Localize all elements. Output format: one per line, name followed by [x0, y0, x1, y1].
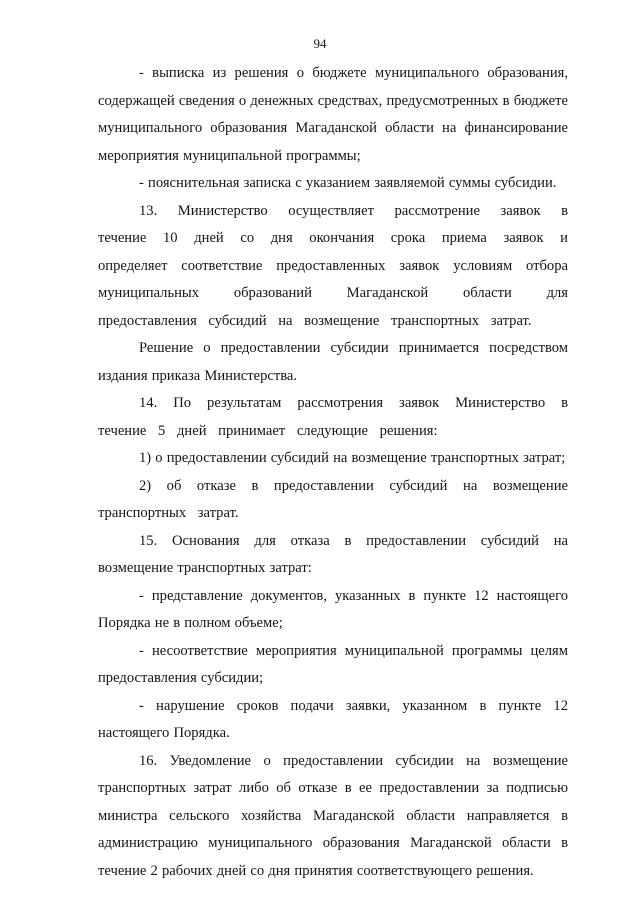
- paragraph-item-13: 13. Министерство осуществляет рассмотрение заявок в течение 10 дней со дня окончания срока приема заявок и определяет соответствие предоставленных заявок условиям отбора муниципальных образований Магаданской области для предоставления субсидий на возмещение транспортных затрат.: [98, 202, 568, 329]
- document-body: [98, 60, 568, 885]
- paragraph-decision-order: Решение о предоставлении субсидии принимается посредством издания приказа Министерства.: [98, 340, 568, 384]
- paragraph-reason-deadline: - нарушение сроков подачи заявки, указанном в пункте 12 настоящего Порядка.: [98, 697, 568, 741]
- paragraph-reason-documents: - представление документов, указанных в пункте 12 настоящего Порядка не в полном объеме;: [98, 587, 568, 631]
- paragraph-item-16: 16. Уведомление о предоставлении субсидии на возмещение транспортных затрат либо об отказе в ее предоставлении за подписью министра сельского хозяйства Магаданской области направляется в администрацию муниципального образования Магаданской области в течение 2 рабочих дней со дня принятия соответствующего решения.: [98, 752, 568, 879]
- paragraph-budget-extract: - выписка из решения о бюджете муниципального образования, содержащей сведения о денежных средствах, предусмотренных в бюджете муниципального образования Магаданской области на финансирование мероприятия муниципальной программы;: [98, 65, 568, 164]
- paragraph-decision-1: 1) о предоставлении субсидий на возмещение транспортных затрат;: [139, 450, 566, 466]
- paragraph-item-14: 14. По результатам рассмотрения заявок Министерство в течение 5 дней принимает следующие решения:: [98, 395, 568, 439]
- paragraph-reason-mismatch: - несоответствие мероприятия муниципальной программы целям предоставления субсидии;: [98, 642, 568, 686]
- paragraph-explanatory-note: - пояснительная записка с указанием заявляемой суммы субсидии.: [139, 175, 557, 191]
- paragraph-decision-2: 2) об отказе в предоставлении субсидий на возмещение транспортных затрат.: [98, 477, 568, 521]
- paragraph-item-15: 15. Основания для отказа в предоставлении субсидий на возмещение транспортных затрат:: [98, 532, 568, 576]
- page-number: 94: [313, 36, 327, 51]
